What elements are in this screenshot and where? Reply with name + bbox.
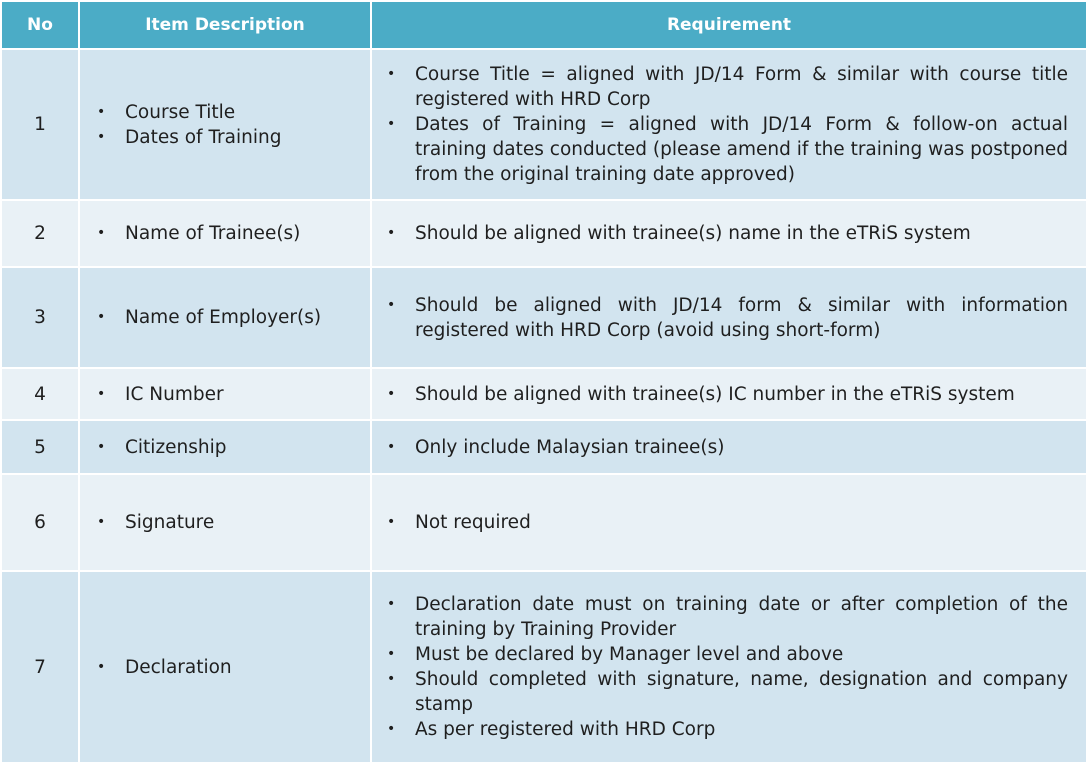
requirement-cell bbox=[371, 267, 1087, 368]
requirement-bullet: • Dates of Training = aligned with JD/14 Form & follow-on actual training dates conducted (please amend if the training was postponed from the original training date approved) bbox=[415, 112, 1068, 187]
row-number: 1 bbox=[1, 49, 79, 200]
item-list bbox=[80, 435, 370, 460]
item-bullet: • Declaration bbox=[125, 655, 370, 680]
item-bullet: • Citizenship bbox=[125, 435, 370, 460]
header-row bbox=[1, 1, 1087, 49]
requirement-bullet: • Should be aligned with trainee(s) name in the eTRiS system bbox=[415, 221, 1068, 246]
item-list bbox=[80, 510, 370, 535]
requirement-bullet: • Declaration date must on training date or after completion of the training by Training Provider bbox=[415, 592, 1068, 642]
table-row bbox=[1, 49, 1087, 200]
item-bullet: • Name of Trainee(s) bbox=[125, 221, 370, 246]
row-number: 6 bbox=[1, 474, 79, 571]
header-item-description: Item Description bbox=[79, 1, 371, 49]
table-row bbox=[1, 267, 1087, 368]
row-number: 7 bbox=[1, 571, 79, 763]
item-list bbox=[80, 100, 370, 150]
requirement-cell bbox=[371, 200, 1087, 267]
requirement-list bbox=[372, 382, 1086, 407]
requirement-bullet: • Should completed with signature, name, designation and company stamp bbox=[415, 667, 1068, 717]
item-bullet: • Dates of Training bbox=[125, 125, 370, 150]
item-list bbox=[80, 305, 370, 330]
item-list bbox=[80, 655, 370, 680]
item-bullet: • Name of Employer(s) bbox=[125, 305, 370, 330]
item-description-cell bbox=[79, 368, 371, 420]
item-description-cell bbox=[79, 474, 371, 571]
item-description-cell bbox=[79, 49, 371, 200]
requirement-cell bbox=[371, 474, 1087, 571]
requirement-bullet: • As per registered with HRD Corp bbox=[415, 717, 1068, 742]
requirement-bullet: • Must be declared by Manager level and above bbox=[415, 642, 1068, 667]
requirement-list bbox=[372, 62, 1086, 187]
item-bullet: • Course Title bbox=[125, 100, 370, 125]
item-bullet: • IC Number bbox=[125, 382, 370, 407]
item-description-cell bbox=[79, 267, 371, 368]
requirement-cell bbox=[371, 368, 1087, 420]
item-list bbox=[80, 221, 370, 246]
table-row bbox=[1, 474, 1087, 571]
table-row bbox=[1, 420, 1087, 474]
header-no: No bbox=[1, 1, 79, 49]
requirement-bullet: • Course Title = aligned with JD/14 Form & similar with course title registered with HRD Corp bbox=[415, 62, 1068, 112]
item-description-cell bbox=[79, 571, 371, 763]
header-requirement: Requirement bbox=[371, 1, 1087, 49]
requirement-list bbox=[372, 592, 1086, 742]
table-row bbox=[1, 200, 1087, 267]
row-number: 4 bbox=[1, 368, 79, 420]
requirement-bullet: • Not required bbox=[415, 510, 1068, 535]
requirement-cell bbox=[371, 420, 1087, 474]
requirement-bullet: • Should be aligned with trainee(s) IC number in the eTRiS system bbox=[415, 382, 1068, 407]
requirement-list bbox=[372, 221, 1086, 246]
row-number: 5 bbox=[1, 420, 79, 474]
requirement-cell bbox=[371, 571, 1087, 763]
item-description-cell bbox=[79, 420, 371, 474]
item-list bbox=[80, 382, 370, 407]
row-number: 2 bbox=[1, 200, 79, 267]
requirement-list bbox=[372, 435, 1086, 460]
row-number: 3 bbox=[1, 267, 79, 368]
table-row bbox=[1, 368, 1087, 420]
item-description-cell bbox=[79, 200, 371, 267]
requirement-list bbox=[372, 293, 1086, 343]
requirement-bullet: • Only include Malaysian trainee(s) bbox=[415, 435, 1068, 460]
requirement-list bbox=[372, 510, 1086, 535]
item-bullet: • Signature bbox=[125, 510, 370, 535]
table-row bbox=[1, 571, 1087, 763]
requirement-cell bbox=[371, 49, 1087, 200]
requirement-bullet: • Should be aligned with JD/14 form & similar with information registered with HRD Corp (avoid using short-form) bbox=[415, 293, 1068, 343]
